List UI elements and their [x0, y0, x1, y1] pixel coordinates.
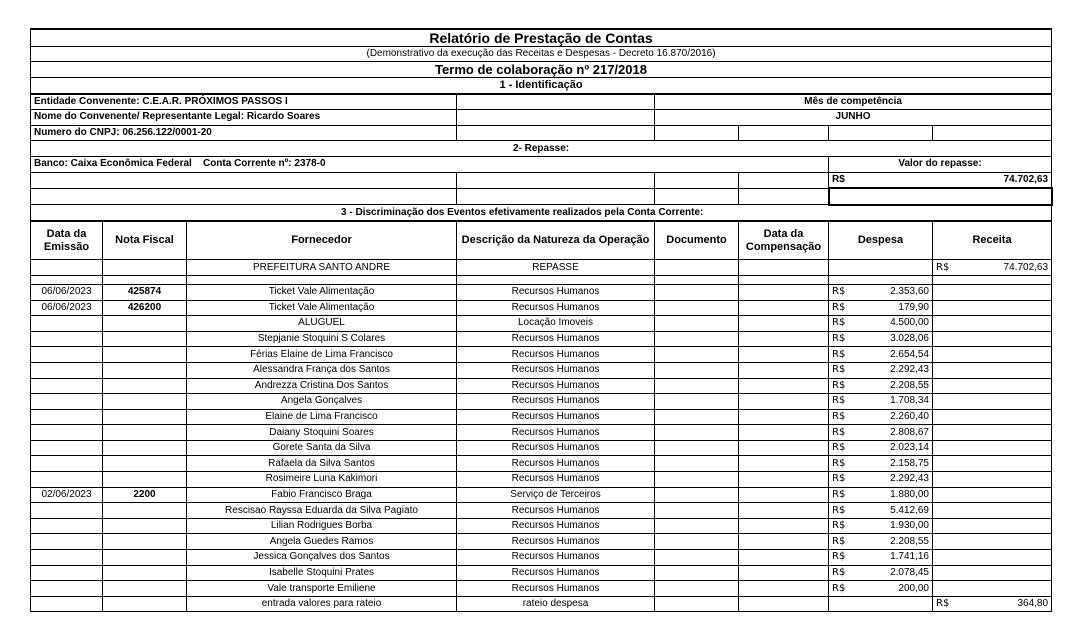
- row-comp-date: [739, 331, 829, 347]
- row-currency: R$: [832, 473, 846, 485]
- col-document: Documento: [655, 221, 739, 260]
- row-invoice: [103, 378, 187, 394]
- row-expense: [829, 550, 933, 566]
- row-expense: [829, 565, 933, 581]
- row-expense-amount: 5.412,69: [890, 504, 929, 516]
- row-expense: [829, 347, 933, 363]
- last-row-supplier: entrada valores para rateio: [187, 596, 457, 612]
- col-description: Descrição da Natureza da Operação: [457, 221, 655, 260]
- row-currency: R$: [832, 488, 846, 500]
- row-currency: R$: [832, 286, 846, 298]
- row-description: Recursos Humanos: [457, 518, 655, 534]
- row-comp-date: [739, 550, 829, 566]
- row-invoice: [103, 394, 187, 410]
- row-expense-amount: 4.500,00: [890, 317, 929, 329]
- row-expense-amount: 2.208,55: [890, 379, 929, 391]
- row-expense: [829, 331, 933, 347]
- row-expense: [829, 518, 933, 534]
- row-currency: R$: [832, 457, 846, 469]
- row-invoice: [103, 316, 187, 332]
- row-supplier: Rafaela da Silva Santos: [187, 456, 457, 472]
- row-expense: [829, 362, 933, 378]
- row-invoice: [103, 472, 187, 488]
- row-invoice: [103, 518, 187, 534]
- row-revenue: [933, 284, 1052, 300]
- row-description: Recursos Humanos: [457, 534, 655, 550]
- row-comp-date: [739, 394, 829, 410]
- row-description: Recursos Humanos: [457, 425, 655, 441]
- row-document: [655, 550, 739, 566]
- row-supplier: Gorete Santa da Silva: [187, 440, 457, 456]
- row-revenue: [933, 362, 1052, 378]
- row-expense: [829, 472, 933, 488]
- transfer-label: Valor do repasse:: [829, 156, 1052, 172]
- row-invoice: [103, 425, 187, 441]
- row-supplier: Elaine de Lima Francisco: [187, 409, 457, 425]
- row-currency: R$: [832, 348, 846, 360]
- row-supplier: Andrezza Cristina Dos Santos: [187, 378, 457, 394]
- row-revenue: [933, 425, 1052, 441]
- row-document: [655, 347, 739, 363]
- row-expense-amount: 2.260,40: [890, 410, 929, 422]
- row-revenue: [933, 456, 1052, 472]
- row-currency: R$: [832, 566, 846, 578]
- row-description: Recursos Humanos: [457, 300, 655, 316]
- row-description: Recursos Humanos: [457, 565, 655, 581]
- row-expense-amount: 1.930,00: [890, 520, 929, 532]
- row-document: [655, 456, 739, 472]
- row-expense: [829, 409, 933, 425]
- row-document: [655, 440, 739, 456]
- row-currency: R$: [832, 410, 846, 422]
- table-row: [31, 316, 1052, 332]
- row-document: [655, 534, 739, 550]
- row-description: Recursos Humanos: [457, 550, 655, 566]
- row-expense: [829, 487, 933, 503]
- row-invoice: [103, 456, 187, 472]
- row-revenue: [933, 347, 1052, 363]
- row-currency: R$: [832, 535, 846, 547]
- row-revenue: [933, 503, 1052, 519]
- row-supplier: Rosimeire Luna Kakimori: [187, 472, 457, 488]
- row-expense-amount: 179,90: [898, 301, 929, 313]
- row-date: 02/06/2023: [31, 487, 103, 503]
- row-invoice: [103, 534, 187, 550]
- row-expense-amount: 1.741,16: [890, 551, 929, 563]
- row-comp-date: [739, 409, 829, 425]
- table-row: [31, 284, 1052, 300]
- row-comp-date: [739, 316, 829, 332]
- row-description: Recursos Humanos: [457, 409, 655, 425]
- row-expense: [829, 394, 933, 410]
- row-date: [31, 581, 103, 597]
- row-expense: [829, 581, 933, 597]
- row-expense-amount: 2.292,43: [890, 473, 929, 485]
- row-supplier: Fabio Francisco Braga: [187, 487, 457, 503]
- row-document: [655, 503, 739, 519]
- row-description: Serviço de Terceiros: [457, 487, 655, 503]
- cnpj-label: Numero do CNPJ: 06.256.122/0001-20: [31, 125, 457, 141]
- row-comp-date: [739, 518, 829, 534]
- row-revenue: [933, 487, 1052, 503]
- row-expense-amount: 2.023,14: [890, 442, 929, 454]
- section-identification: 1 - Identificação: [31, 78, 1052, 94]
- row-revenue: [933, 565, 1052, 581]
- term-title: Termo de colaboração nº 217/2018: [31, 62, 1052, 78]
- report-footer: [31, 596, 1052, 612]
- row-date: [31, 472, 103, 488]
- row-expense-amount: 2.292,43: [890, 364, 929, 376]
- row-document: [655, 581, 739, 597]
- row-comp-date: [739, 565, 829, 581]
- row-expense: [829, 440, 933, 456]
- row-comp-date: [739, 300, 829, 316]
- row-currency: R$: [832, 395, 846, 407]
- table-row: [31, 394, 1052, 410]
- table-row: [31, 378, 1052, 394]
- row-invoice: 2200: [103, 487, 187, 503]
- row-comp-date: [739, 456, 829, 472]
- row-supplier: Isabelle Stoquini Prates: [187, 565, 457, 581]
- row-comp-date: [739, 425, 829, 441]
- row-supplier: Ticket Vale Alimentação: [187, 300, 457, 316]
- row-document: [655, 378, 739, 394]
- row-supplier: Angela Guedes Ramos: [187, 534, 457, 550]
- row-expense-amount: 2.158,75: [890, 457, 929, 469]
- transfer-value-cell: [829, 172, 1052, 188]
- row-description: Recursos Humanos: [457, 378, 655, 394]
- row-expense: [829, 534, 933, 550]
- row-expense: [829, 503, 933, 519]
- table-row: [31, 456, 1052, 472]
- row-date: [31, 456, 103, 472]
- row-revenue: [933, 394, 1052, 410]
- row-currency: R$: [832, 317, 846, 329]
- row-description: Recursos Humanos: [457, 331, 655, 347]
- entity-label: Entidade Convenente: C.E.A.R. PRÓXIMOS PASSOS I: [31, 94, 457, 110]
- row-currency: R$: [832, 504, 846, 516]
- row-invoice: 426200: [103, 300, 187, 316]
- transfer-row-amount: 74.702,63: [1003, 261, 1049, 273]
- row-invoice: 425874: [103, 284, 187, 300]
- row-comp-date: [739, 378, 829, 394]
- row-date: [31, 331, 103, 347]
- row-supplier: Stepjanie Stoquini S Colares: [187, 331, 457, 347]
- row-supplier: Angela Gonçalves: [187, 394, 457, 410]
- row-expense-amount: 2.808,67: [890, 426, 929, 438]
- row-description: Recursos Humanos: [457, 362, 655, 378]
- table-row: [31, 534, 1052, 550]
- transfer-row-description: REPASSE: [457, 260, 655, 276]
- row-description: Locação Imoveis: [457, 316, 655, 332]
- row-revenue: [933, 534, 1052, 550]
- row-description: Recursos Humanos: [457, 503, 655, 519]
- row-invoice: [103, 440, 187, 456]
- row-description: Recursos Humanos: [457, 456, 655, 472]
- row-expense-amount: 2.208,55: [890, 535, 929, 547]
- row-date: [31, 534, 103, 550]
- row-date: [31, 425, 103, 441]
- row-revenue: [933, 316, 1052, 332]
- row-document: [655, 331, 739, 347]
- row-expense-amount: 200,00: [898, 582, 929, 594]
- row-date: 06/06/2023: [31, 300, 103, 316]
- row-expense: [829, 425, 933, 441]
- row-description: Recursos Humanos: [457, 347, 655, 363]
- row-supplier: Rescisao Rayssa Eduarda da Silva Pagiato: [187, 503, 457, 519]
- account-label: Conta Corrente nº: 2378-0: [202, 158, 326, 170]
- row-date: [31, 440, 103, 456]
- row-invoice: [103, 503, 187, 519]
- table-row: [31, 440, 1052, 456]
- row-expense: [829, 300, 933, 316]
- row-expense-amount: 1.880,00: [890, 488, 929, 500]
- table-row: [31, 550, 1052, 566]
- row-date: 06/06/2023: [31, 284, 103, 300]
- col-revenue: Receita: [933, 221, 1052, 260]
- row-document: [655, 472, 739, 488]
- row-document: [655, 394, 739, 410]
- table-row: [31, 347, 1052, 363]
- row-invoice: [103, 409, 187, 425]
- transfer-value: 74.702,63: [1003, 173, 1049, 185]
- row-date: [31, 316, 103, 332]
- representative-label: Nome do Convenente/ Representante Legal: Ricardo Soares: [31, 110, 457, 126]
- row-description: Recursos Humanos: [457, 440, 655, 456]
- report-title: Relatório de Prestação de Contas: [31, 29, 1052, 47]
- row-expense: [829, 284, 933, 300]
- row-comp-date: [739, 503, 829, 519]
- row-currency: R$: [832, 301, 846, 313]
- row-currency: R$: [832, 426, 846, 438]
- row-expense: [829, 316, 933, 332]
- row-invoice: [103, 362, 187, 378]
- report-subtitle: (Demonstrativo da execução das Receitas e Despesas - Decreto 16.870/2016): [31, 47, 1052, 62]
- row-description: Recursos Humanos: [457, 284, 655, 300]
- table-row: [31, 300, 1052, 316]
- row-comp-date: [739, 347, 829, 363]
- row-currency: R$: [832, 442, 846, 454]
- col-comp-date: Data da Compensação: [739, 221, 829, 260]
- transfer-row-supplier: PREFEITURA SANTO ANDRE: [187, 260, 457, 276]
- row-expense-amount: 3.028,06: [890, 333, 929, 345]
- report-table: [30, 28, 1053, 612]
- row-revenue: [933, 378, 1052, 394]
- row-revenue: [933, 331, 1052, 347]
- row-description: Recursos Humanos: [457, 394, 655, 410]
- bank-info: [31, 156, 829, 172]
- row-currency: R$: [832, 364, 846, 376]
- row-document: [655, 284, 739, 300]
- row-supplier: Férias Elaine de Lima Francisco: [187, 347, 457, 363]
- last-row: [31, 596, 1052, 612]
- section-events: 3 - Discriminação dos Eventos efetivamente realizados pela Conta Corrente:: [31, 205, 1052, 222]
- last-row-currency: R$: [936, 598, 950, 610]
- transfer-currency: R$: [832, 173, 845, 185]
- section-transfer: 2- Repasse:: [31, 141, 1052, 157]
- row-supplier: Alessandra França dos Santos: [187, 362, 457, 378]
- row-supplier: Jessica Gonçalves dos Santos: [187, 550, 457, 566]
- row-expense-amount: 2.078,45: [890, 566, 929, 578]
- row-expense-amount: 2.654,54: [890, 348, 929, 360]
- row-supplier: Lilian Rodrigues Borba: [187, 518, 457, 534]
- row-document: [655, 409, 739, 425]
- row-comp-date: [739, 487, 829, 503]
- row-currency: R$: [832, 333, 846, 345]
- row-revenue: [933, 472, 1052, 488]
- row-invoice: [103, 347, 187, 363]
- row-revenue: [933, 550, 1052, 566]
- row-comp-date: [739, 362, 829, 378]
- table-row: [31, 565, 1052, 581]
- row-invoice: [103, 331, 187, 347]
- last-row-amount: 364,80: [1017, 598, 1049, 610]
- last-row-description: rateio despesa: [457, 596, 655, 612]
- row-description: Recursos Humanos: [457, 581, 655, 597]
- row-revenue: [933, 409, 1052, 425]
- table-row: [31, 425, 1052, 441]
- transfer-row-currency: R$: [936, 261, 950, 273]
- row-comp-date: [739, 472, 829, 488]
- table-row: [31, 503, 1052, 519]
- row-supplier: Vale transporte Emiliene: [187, 581, 457, 597]
- row-comp-date: [739, 440, 829, 456]
- row-document: [655, 425, 739, 441]
- row-currency: R$: [832, 379, 846, 391]
- event-rows: [31, 284, 1052, 596]
- month-label: Mês de competência: [655, 94, 1052, 110]
- row-revenue: [933, 300, 1052, 316]
- row-expense: [829, 456, 933, 472]
- row-description: Recursos Humanos: [457, 472, 655, 488]
- row-revenue: [933, 518, 1052, 534]
- bank-label: Banco: Caixa Econômica Federal: [34, 158, 192, 170]
- row-date: [31, 378, 103, 394]
- table-row: [31, 487, 1052, 503]
- row-currency: R$: [832, 551, 846, 563]
- row-comp-date: [739, 581, 829, 597]
- table-row: [31, 362, 1052, 378]
- report-header: [31, 29, 1052, 284]
- row-document: [655, 300, 739, 316]
- table-row: [31, 472, 1052, 488]
- row-supplier: ALUGUEL: [187, 316, 457, 332]
- row-comp-date: [739, 534, 829, 550]
- row-expense: [829, 378, 933, 394]
- report-sheet: [30, 28, 1051, 612]
- row-currency: R$: [832, 582, 846, 594]
- row-expense-amount: 1.708,34: [890, 395, 929, 407]
- table-row: [31, 581, 1052, 597]
- last-row-revenue: [933, 596, 1052, 612]
- transfer-row: [31, 260, 1052, 276]
- row-date: [31, 518, 103, 534]
- col-date: Data da Emissão: [31, 221, 103, 260]
- row-document: [655, 362, 739, 378]
- row-invoice: [103, 581, 187, 597]
- row-currency: R$: [832, 520, 846, 532]
- row-comp-date: [739, 284, 829, 300]
- row-revenue: [933, 440, 1052, 456]
- table-row: [31, 409, 1052, 425]
- row-date: [31, 550, 103, 566]
- table-row: [31, 518, 1052, 534]
- row-document: [655, 316, 739, 332]
- row-document: [655, 487, 739, 503]
- row-date: [31, 394, 103, 410]
- table-row: [31, 331, 1052, 347]
- row-date: [31, 409, 103, 425]
- transfer-row-revenue: [933, 260, 1052, 276]
- row-date: [31, 565, 103, 581]
- row-document: [655, 518, 739, 534]
- col-invoice: Nota Fiscal: [103, 221, 187, 260]
- row-invoice: [103, 550, 187, 566]
- col-supplier: Fornecedor: [187, 221, 457, 260]
- row-supplier: Daiany Stoquini Soares: [187, 425, 457, 441]
- row-date: [31, 362, 103, 378]
- col-expense: Despesa: [829, 221, 933, 260]
- row-date: [31, 503, 103, 519]
- row-document: [655, 565, 739, 581]
- row-invoice: [103, 565, 187, 581]
- row-supplier: Ticket Vale Alimentação: [187, 284, 457, 300]
- row-expense-amount: 2.353,60: [890, 286, 929, 298]
- month-value: JUNHO: [655, 110, 1052, 126]
- row-revenue: [933, 581, 1052, 597]
- row-date: [31, 347, 103, 363]
